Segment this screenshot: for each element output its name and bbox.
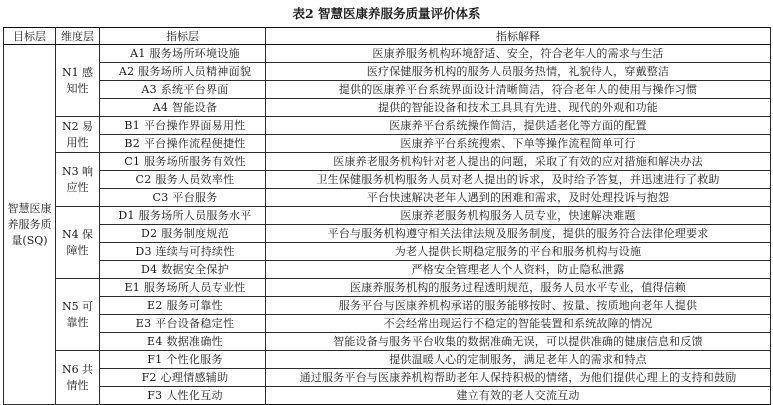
indicator-cell: D1 服务场所人员服务水平 [100,207,266,225]
explanation-cell: 智能设备与服务平台收集的数据准确无误，可以提供准确的健康信息和反馈 [266,333,771,351]
table-row [4,333,771,351]
table-title: 表2 智慧医康养服务质量评价体系 [292,6,481,21]
table-row [4,207,771,225]
table-row [4,45,771,63]
table-row [4,297,771,315]
indicator-cell: D4 数据安全保护 [100,261,266,279]
explanation-cell: 不会经常出现运行不稳定的智能装置和系统故障的情况 [266,315,771,333]
table-row [4,99,771,117]
evaluation-table [3,27,771,405]
explanation-cell: 平台快速解决老年人遇到的困难和需求，及时处理投诉与抱怨 [266,189,771,207]
indicator-cell: E4 数据准确性 [100,333,266,351]
goal-cell: 智慧医康养服务质量(SQ) [4,45,56,405]
indicator-cell: A3 系统平台界面 [100,81,266,99]
explanation-cell: 提供的医康养平台系统界面设计清晰简洁，符合老年人的使用与操作习惯 [266,81,771,99]
header-explanation: 指标解释 [266,28,771,45]
indicator-cell: F2 心理情感辅助 [100,369,266,387]
explanation-cell: 医康养服务机构环境舒适、安全，符合老年人的需求与生活 [266,45,771,63]
explanation-cell: 医康养老服务机构针对老人提出的问题，采取了有效的应对措施和解决办法 [266,153,771,171]
indicator-cell: F1 个性化服务 [100,351,266,369]
table-row [4,369,771,387]
table-row [4,153,771,171]
table-row [4,315,771,333]
indicator-cell: C2 服务人员效率性 [100,171,266,189]
indicator-cell: D3 连续与可持续性 [100,243,266,261]
header-dimension: 维度层 [56,28,100,45]
explanation-cell: 医康养老服务机构服务人员专业，快速解决难题 [266,207,771,225]
indicator-cell: F3 人性化互动 [100,387,266,405]
dimension-cell: N5 可靠性 [56,279,100,351]
table-row [4,189,771,207]
explanation-cell: 严格安全管理老人个人资料，防止隐私泄露 [266,261,771,279]
indicator-cell: A1 服务场所环境设施 [100,45,266,63]
explanation-cell: 平台与服务机构遵守相关法律法规及服务制度，提供的服务符合法律伦理要求 [266,225,771,243]
indicator-cell: C1 服务场所服务有效性 [100,153,266,171]
table-row [4,351,771,369]
table-row [4,63,771,81]
indicator-cell: E3 平台设备稳定性 [100,315,266,333]
indicator-cell: A2 服务场所人员精神面貌 [100,63,266,81]
table-body [4,45,771,405]
indicator-cell: E2 服务可靠性 [100,297,266,315]
indicator-cell: D2 服务制度规范 [100,225,266,243]
indicator-cell: A4 智能设备 [100,99,266,117]
table-row [4,171,771,189]
table-row [4,81,771,99]
dimension-cell: N6 共情性 [56,351,100,405]
table-row [4,135,771,153]
explanation-cell: 为老人提供长期稳定服务的平台和服务机构与设施 [266,243,771,261]
indicator-cell: B1 平台操作界面易用性 [100,117,266,135]
dimension-cell: N2 易用性 [56,117,100,153]
indicator-cell: B2 平台操作流程便捷性 [100,135,266,153]
explanation-cell: 医康养平台系统操作简洁，提供适老化等方面的配置 [266,117,771,135]
explanation-cell: 通过服务平台与医康养机构帮助老年人保持积极的情绪，为他们提供心理上的支持和鼓励 [266,369,771,387]
header-row [4,28,771,45]
header-indicator: 指标层 [100,28,266,45]
table-row [4,387,771,405]
dimension-cell: N1 感知性 [56,45,100,117]
explanation-cell: 提供的智能设备和技术工具具有先进、现代的外观和功能 [266,99,771,117]
explanation-cell: 医康养服务机构的服务过程透明规范，服务人员水平专业，值得信赖 [266,279,771,297]
table-row [4,117,771,135]
explanation-cell: 服务平台与医康养机构承诺的服务能够按时、按量、按质地向老年人提供 [266,297,771,315]
indicator-cell: C3 平台服务 [100,189,266,207]
dimension-cell: N3 响应性 [56,153,100,207]
dimension-cell: N4 保障性 [56,207,100,279]
explanation-cell: 卫生保健服务机构服务人员对老人提出的诉求，及时给予答复，并迅速进行了救助 [266,171,771,189]
explanation-cell: 医康养平台系统搜索、下单等操作流程简单可行 [266,135,771,153]
table-row [4,243,771,261]
explanation-cell: 建立有效的老人交流互动 [266,387,771,405]
table-row [4,279,771,297]
explanation-cell: 医疗保健服务机构的服务人员服务热情，礼貌待人，穿戴整洁 [266,63,771,81]
header-goal: 目标层 [4,28,56,45]
indicator-cell: E1 服务场所人员专业性 [100,279,266,297]
table-row [4,261,771,279]
explanation-cell: 提供温暖人心的定制服务，满足老年人的需求和特点 [266,351,771,369]
table-row [4,225,771,243]
